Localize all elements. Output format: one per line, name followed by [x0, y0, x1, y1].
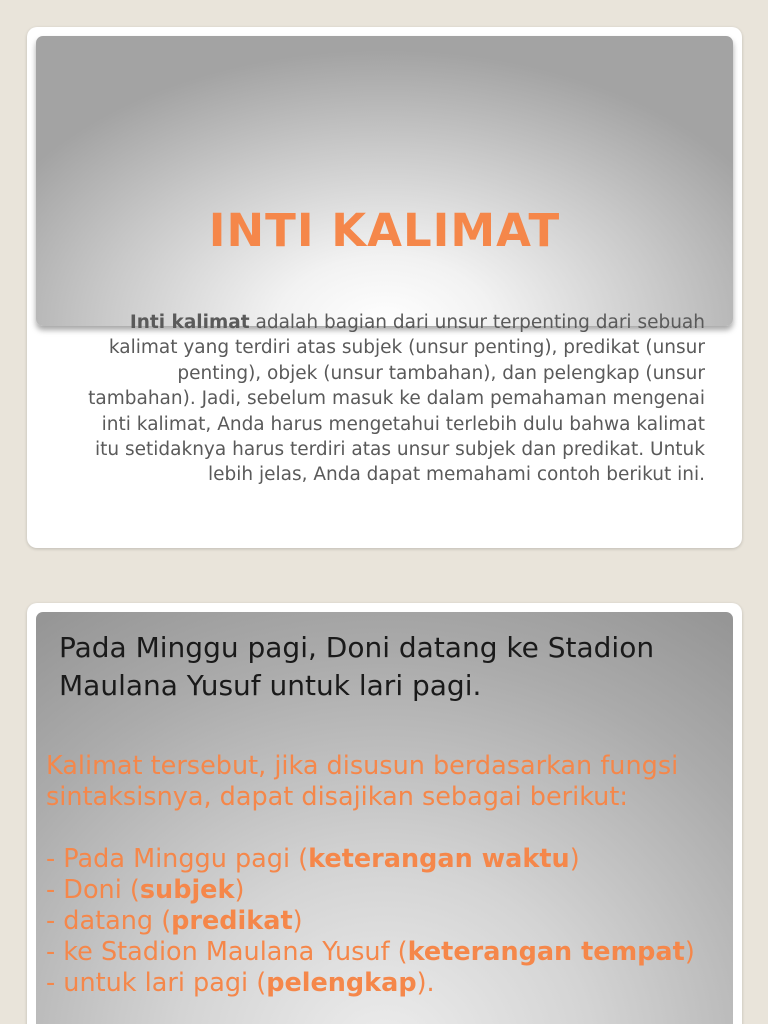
item-term: predikat [171, 906, 293, 936]
slide-1[interactable] [27, 27, 742, 548]
item-term: pelengkap [266, 968, 417, 998]
explanation-line-2: sintaksisnya, dapat disajikan sebagai berikut: [46, 782, 628, 812]
list-item [46, 906, 736, 937]
intro-paragraph [87, 310, 705, 488]
explanation-line-1: Kalimat tersebut, jika disusun berdasarkan fungsi [46, 751, 679, 781]
item-suffix: ) [569, 844, 580, 874]
list-item [46, 844, 736, 875]
item-suffix: ). [416, 968, 435, 998]
list-item [46, 968, 736, 999]
item-text: - Pada Minggu pagi ( [46, 844, 309, 874]
item-suffix: ) [234, 875, 245, 905]
item-text: - Doni ( [46, 875, 140, 905]
list-item [46, 875, 736, 906]
item-suffix: ) [684, 937, 695, 967]
item-text: - untuk lari pagi ( [46, 968, 267, 998]
item-text: - ke Stadion Maulana Yusuf ( [46, 937, 408, 967]
content-panel [36, 612, 733, 1024]
slide-2[interactable] [27, 603, 742, 1024]
example-sentence: Pada Minggu pagi, Doni datang ke Stadion Maulana Yusuf untuk lari pagi. [59, 631, 655, 702]
explanation-text [46, 751, 726, 813]
item-term: subjek [139, 875, 235, 905]
item-suffix: ) [292, 906, 303, 936]
item-term: keterangan tempat [407, 937, 685, 967]
item-text: - datang ( [46, 906, 172, 936]
title-panel [36, 36, 733, 326]
function-list [46, 844, 736, 999]
list-item [46, 937, 736, 968]
item-term: keterangan waktu [308, 844, 570, 874]
paragraph-bold-term: Inti kalimat [129, 312, 250, 333]
slide-title: INTI KALIMAT [208, 204, 561, 257]
paragraph-text: adalah bagian dari unsur terpenting dari sebuah kalimat yang terdiri atas subjek (unsur penting), predikat (unsur penting), objek (unsur tambahan), dan pelengkap (unsur tambahan). Jadi, sebelum masuk ke dalam pemahaman mengenai inti kalimat, Anda harus mengetahui terlebih dulu bahwa kalimat itu setidaknya harus terdiri atas unsur subjek dan predikat. Untuk lebih jelas, Anda dapat memahami contoh berikut ini. [88, 312, 705, 486]
